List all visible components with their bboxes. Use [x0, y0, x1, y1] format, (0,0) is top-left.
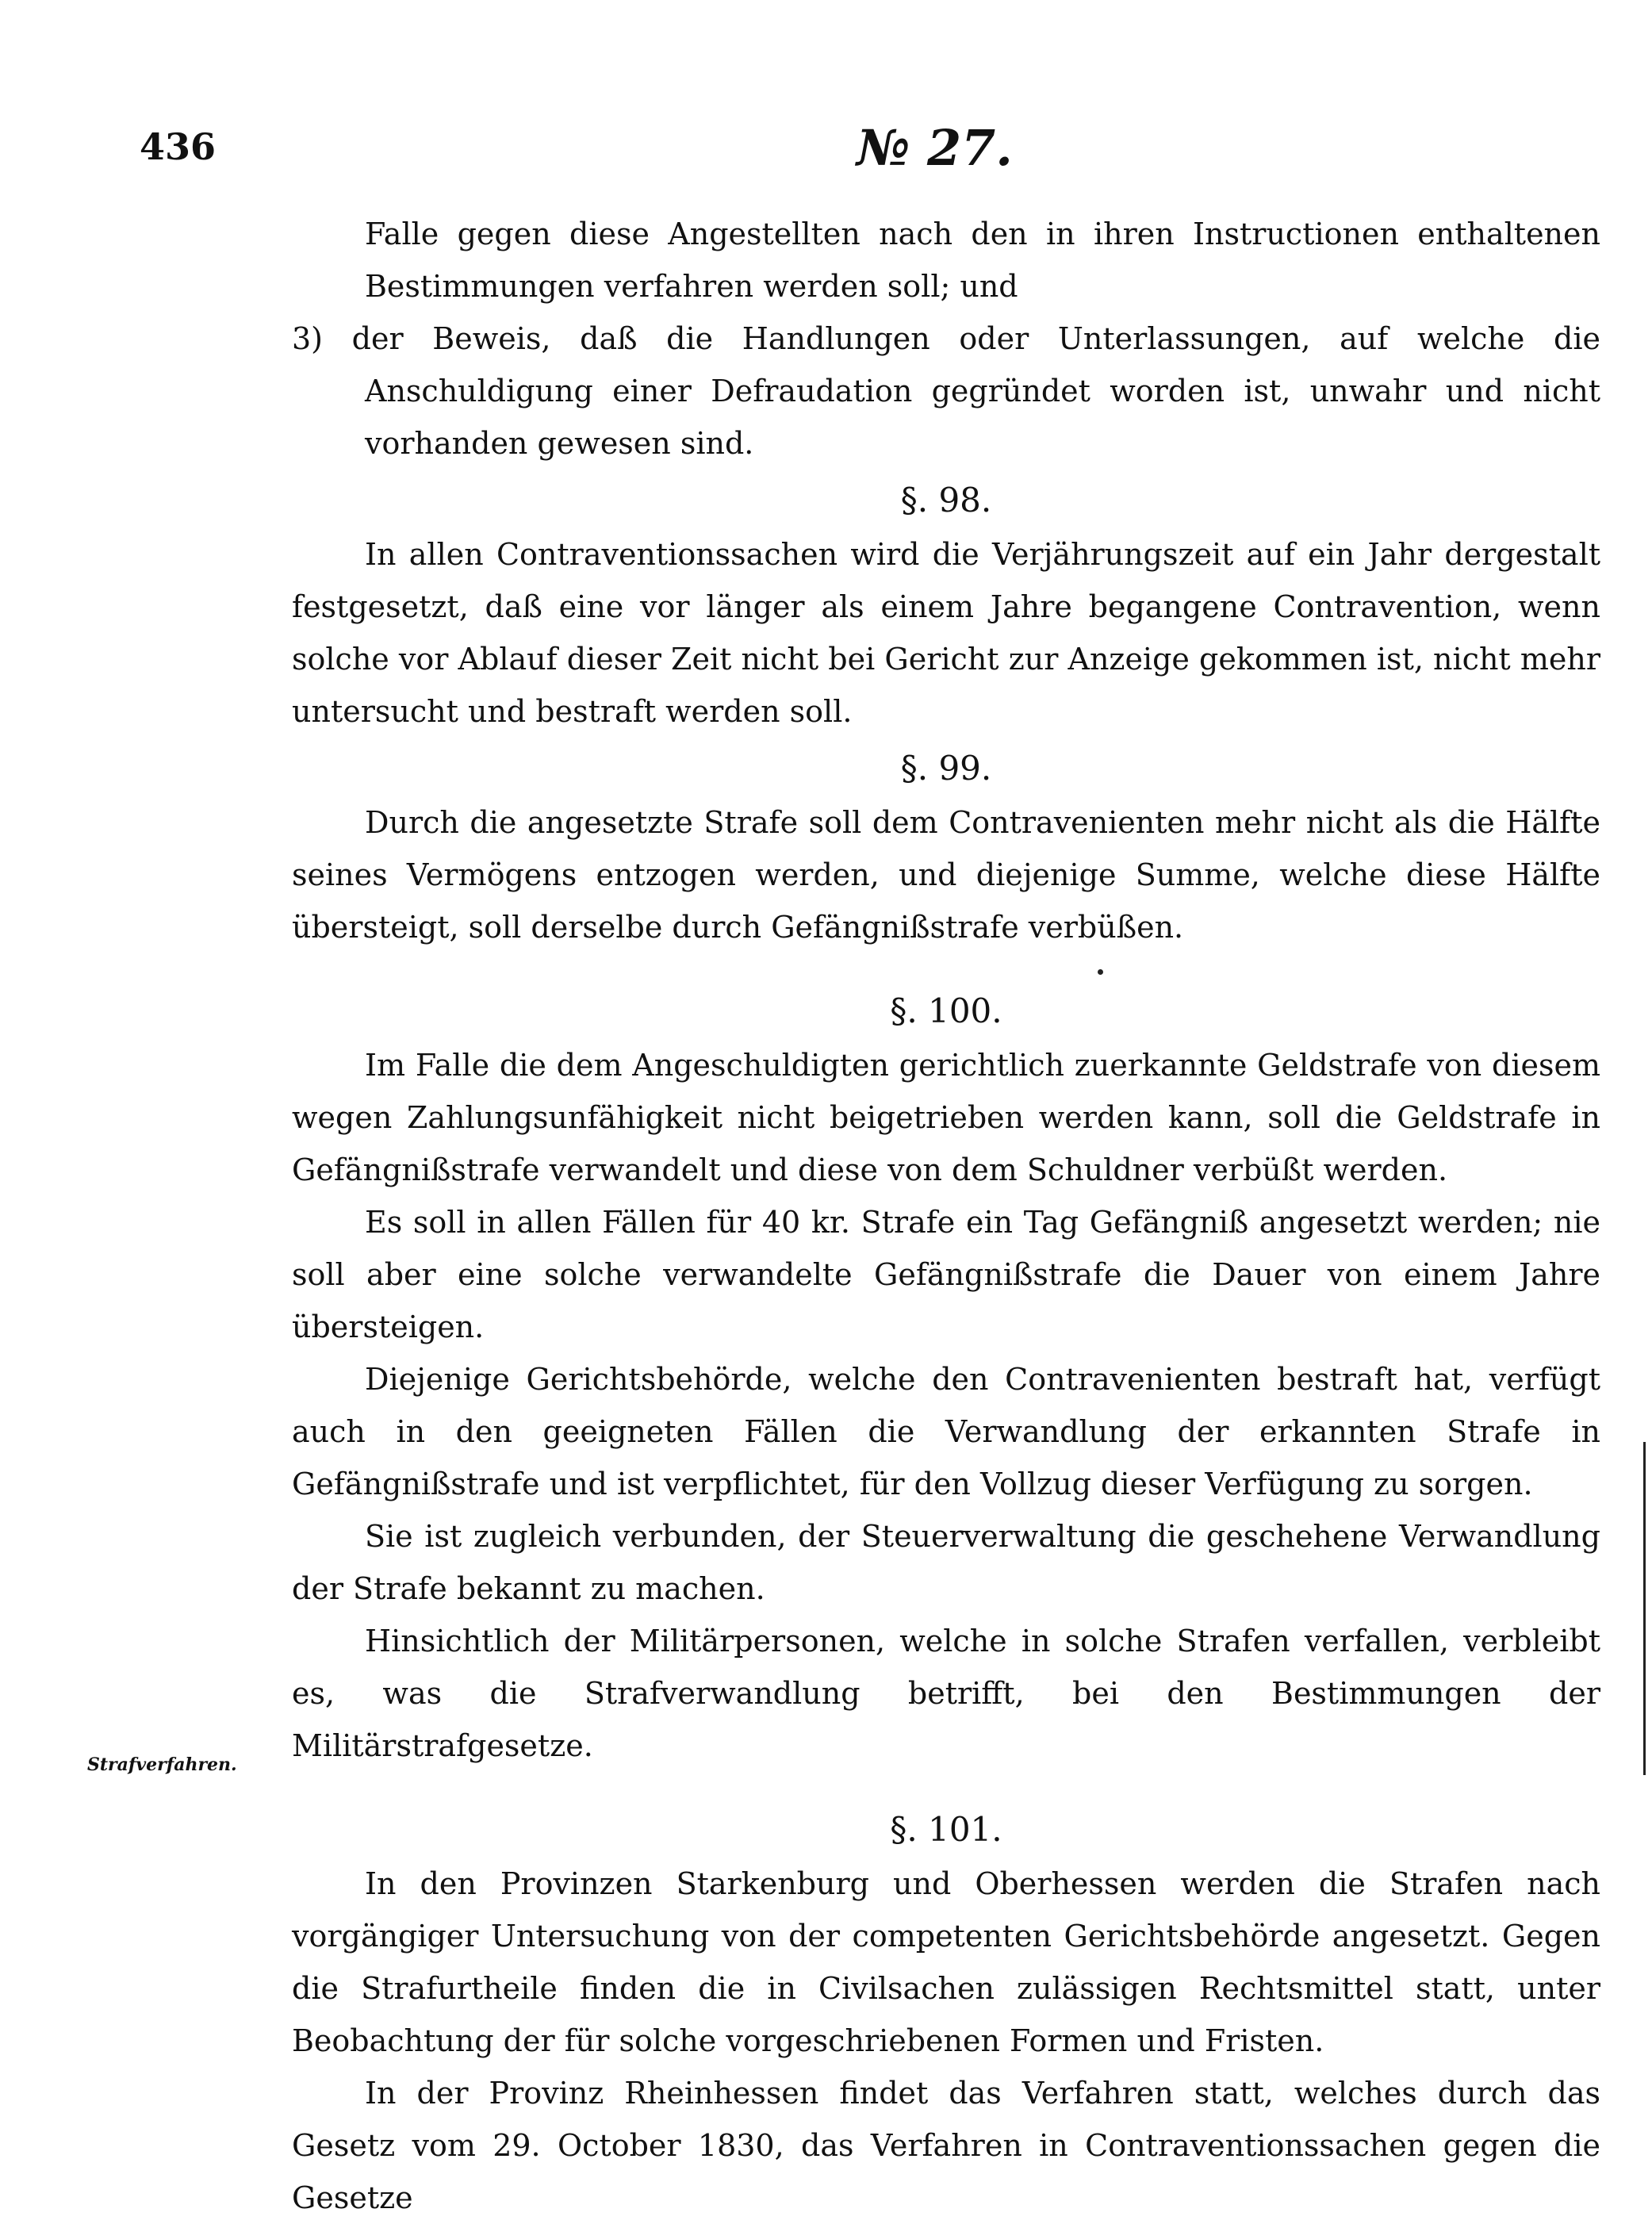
section-heading-100: §. 100. — [890, 991, 1002, 1030]
paragraph-100-1: Im Falle die dem Angeschuldigten gerichtlich zuerkannte Geldstrafe von diesem wegen Zahlungsunfähigkeit nicht beigetrieben werden kann, soll die Geldstrafe in Gefängnißstrafe verwandelt und diese von dem Schuldner verbüßt werden. — [292, 1048, 1600, 1187]
section-heading-98: §. 98. — [900, 481, 992, 520]
paragraph-100-5: Hinsichtlich der Militärpersonen, welche in solche Strafen verfallen, verbleibt es, was die Strafverwandlung betrifft, bei den Bestimmungen der Militärstrafgesetze. — [292, 1624, 1600, 1763]
margin-rule — [1643, 1442, 1646, 1775]
section-heading-101: §. 101. — [890, 1810, 1002, 1849]
paragraph-98-1: In allen Contraventionssachen wird die Verjährungszeit auf ein Jahr dergestalt festgesetzt, daß eine vor länger als einem Jahre begangene Contravention, wenn solche vor Ablauf dieser Zeit nicht bei Gericht zur Anzeige gekommen ist, nicht mehr untersucht und bestraft werden soll. — [292, 537, 1600, 729]
paragraph-101-1: In den Provinzen Starkenburg und Oberhessen werden die Strafen nach vorgängiger Untersuchung von der competenten Gerichtsbehörde angesetzt. Gegen die Strafurtheile finden die in Civilsachen zulässigen Rechtsmittel statt, unter Beobachtung der für solche vorgeschriebenen Formen und Fristen. — [292, 1866, 1600, 2058]
page-number: 436 — [140, 125, 217, 168]
issue-number: № 27. — [857, 119, 1013, 177]
body-text — [292, 208, 1600, 2224]
margin-note: Strafverfahren. — [87, 1754, 237, 1775]
paragraph-100-2: Es soll in allen Fällen für 40 kr. Strafe ein Tag Gefängniß angesetzt werden; nie soll aber eine solche verwandelte Gefängnißstrafe die Dauer von einem Jahre übersteigen. — [292, 1205, 1600, 1344]
intro-continuation: Falle gegen diese Angestellten nach den in ihren Instructionen enthaltenen Bestimmungen verfahren werden soll; und — [365, 217, 1600, 304]
section-heading-99: §. 99. — [900, 749, 992, 788]
list-item-3: 3) der Beweis, daß die Handlungen oder Unterlassungen, auf welche die Anschuldigung einer Defraudation gegründet worden ist, unwahr und nicht vorhanden gewesen sind. — [292, 321, 1600, 461]
paragraph-101-2: In der Provinz Rheinhessen findet das Verfahren statt, welches durch das Gesetz vom 29. October 1830, das Verfahren in Contraventionssachen gegen die Gesetze — [292, 2076, 1600, 2215]
paragraph-100-4: Sie ist zugleich verbunden, der Steuerverwaltung die geschehene Verwandlung der Strafe bekannt zu machen. — [292, 1519, 1600, 1606]
paragraph-100-3: Diejenige Gerichtsbehörde, welche den Contravenienten bestraft hat, verfügt auch in den geeigneten Fällen die Verwandlung der erkannten Strafe in Gefängnißstrafe und ist verpflichtet, für den Vollzug dieser Verfügung zu sorgen. — [292, 1362, 1600, 1501]
paragraph-99-1: Durch die angesetzte Strafe soll dem Contravenienten mehr nicht als die Hälfte seines Vermögens entzogen werden, und diejenige Summe, welche diese Hälfte übersteigt, soll derselbe durch Gefängnißstrafe verbüßen. — [292, 805, 1600, 945]
